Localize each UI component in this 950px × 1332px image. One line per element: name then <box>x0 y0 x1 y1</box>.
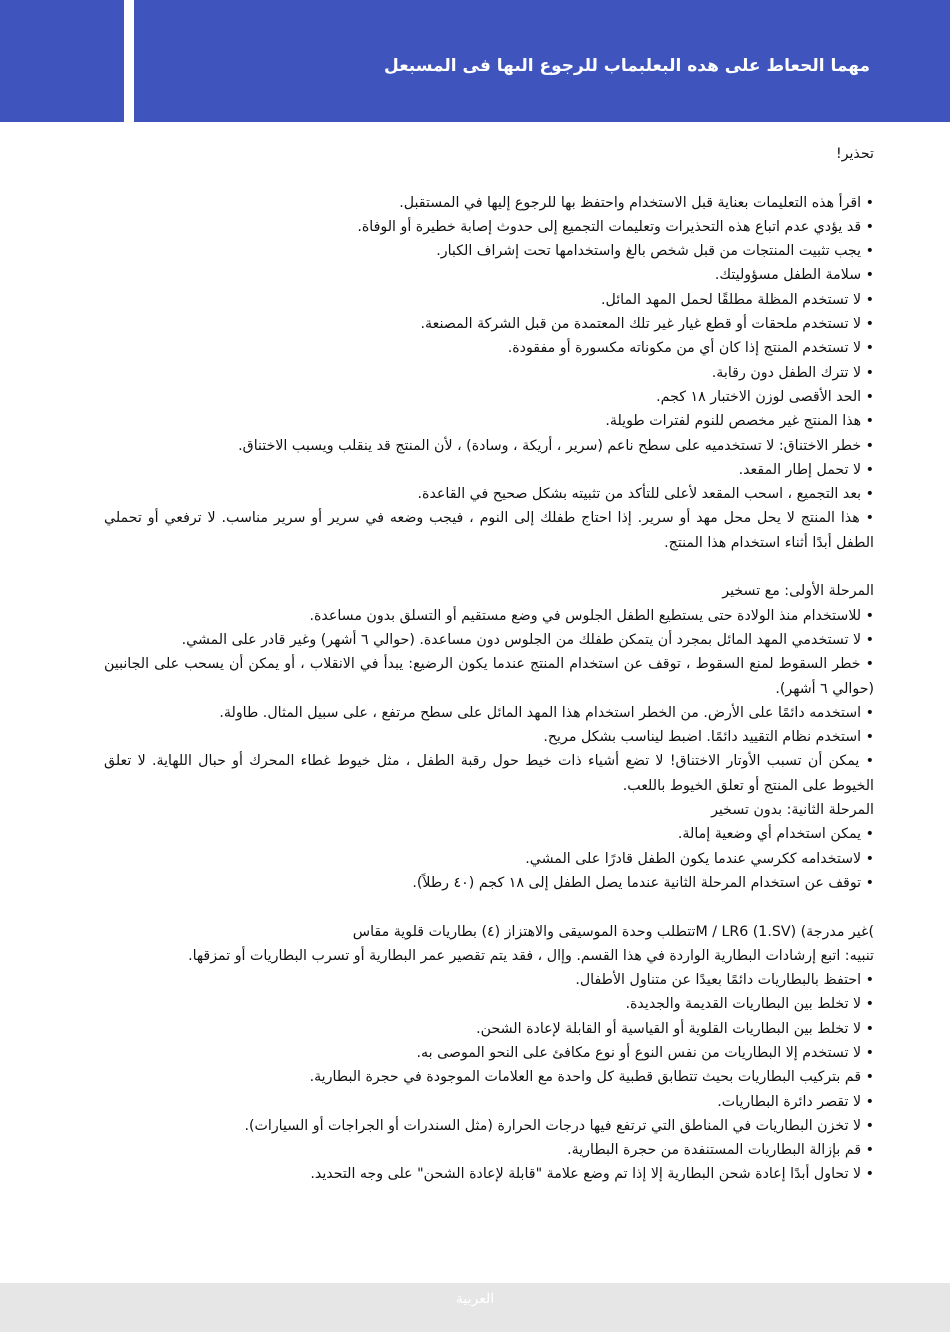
list-item: • خطر الاختناق: لا تستخدميه على سطح ناعم (سرير ، أريكة ، وسادة) ، لأن المنتج قد ينقلب ويسبب الاختناق. <box>238 437 874 454</box>
warning-list <box>104 191 874 555</box>
list-item: • استخدم نظام التقييد دائمًا. اضبط ليناسب بشكل مريح. <box>543 729 874 746</box>
list-item: • لا تستخدم المنتج إذا كان أي من مكوناته مكسورة أو مفقودة. <box>507 340 874 357</box>
list-item: • لا تستخدم ملحقات أو قطع غيار غير تلك المعتمدة من قبل الشركة المصنعة. <box>420 316 874 333</box>
footer-language-label: العربية <box>455 1291 495 1307</box>
list-item: • لا تخزن البطاريات في المناطق التي ترتفع فيها درجات الحرارة (مثل السندرات أو الجراجات أو السيارات). <box>244 1117 874 1134</box>
list-item: • لا تخلط بين البطاريات القلوية أو القياسية أو القابلة لإعادة الشحن. <box>476 1020 874 1037</box>
list-item: • يمكن أن تسبب الأوتار الاختناق! لا تضع أشياء ذات خيط حول رقبة الطفل ، مثل خيوط غطاء المحرك أو حبال اللهاية. لا تعلق الخيوط على المنتج أو تعلق الخيوط باللعب. <box>104 753 874 794</box>
stage1-list <box>104 604 874 798</box>
spacer <box>104 895 874 919</box>
stage2-list <box>104 822 874 895</box>
stage2-title: المرحلة الثانية: بدون تسخير <box>711 802 874 819</box>
list-item: • لا تترك الطفل دون رقابة. <box>711 364 874 381</box>
list-item: • لا تستخدمي المهد المائل بمجرد أن يتمكن طفلك من الجلوس دون مساعدة. (حوالي ٦ أشهر) وغير قادر على المشي. <box>181 631 874 648</box>
footer-bar <box>0 1283 950 1332</box>
list-item: • لا تستخدم إلا البطاريات من نفس النوع أو نوع مكافئ على النحو الموصى به. <box>416 1044 874 1061</box>
battery-notice: تنبيه: اتبع إرشادات البطارية الواردة في هذا القسم. وإال ، فقد يتم تقصير عمر البطارية أو تسرب البطاريات أو تمزقها. <box>188 947 874 964</box>
battery-intro: )غير مدرجة) (M / LR6 (1.SVتتطلب وحدة الموسيقى والاهتزاز (٤) بطاريات قلوية مقاس <box>352 923 874 940</box>
spacer <box>104 166 874 190</box>
list-item: • استخدمه دائمًا على الأرض. من الخطر استخدام هذا المهد المائل على سطح مرتفع ، على سبيل المثال. طاولة. <box>219 704 874 721</box>
list-item: • قم بتركيب البطاريات بحيث تتطابق قطبية كل واحدة مع العلامات الموجودة في حجرة البطارية. <box>309 1069 874 1086</box>
list-item: • احتفظ بالبطاريات دائمًا بعيدًا عن متناول الأطفال. <box>575 972 874 989</box>
list-item: • قد يؤدي عدم اتباع هذه التحذيرات وتعليمات التجميع إلى حدوث إصابة خطيرة أو الوفاة. <box>357 218 874 235</box>
list-item: • يجب تثبيت المنتجات من قبل شخص بالغ واستخدامها تحت إشراف الكبار. <box>436 243 874 260</box>
list-item: • للاستخدام منذ الولادة حتى يستطيع الطفل الجلوس في وضع مستقيم أو التسلق بدون مساعدة. <box>309 607 874 624</box>
list-item: • يمكن استخدام أي وضعية إمالة. <box>677 826 874 843</box>
spacer <box>104 555 874 579</box>
list-item: • لا تحاول أبدًا إعادة شحن البطارية إلا إذا تم وضع علامة "قابلة لإعادة الشحن" على وجه التحديد. <box>310 1166 874 1183</box>
list-item: • قم بإزالة البطاريات المستنفدة من حجرة البطارية. <box>567 1142 874 1159</box>
list-item: • الحد الأقصى لوزن الاختبار ١٨ كجم. <box>656 388 874 405</box>
list-item: • لاستخدامه ككرسي عندما يكون الطفل قادرًا على المشي. <box>525 850 874 867</box>
list-item: • لا تحمل إطار المقعد. <box>738 461 874 478</box>
document-body <box>104 142 874 1187</box>
header-accent-block <box>0 0 124 122</box>
list-item: • سلامة الطفل مسؤوليتك. <box>714 267 874 284</box>
list-item: • خطر السقوط لمنع السقوط ، توقف عن استخدام المنتج عندما يكون الرضيع: يبدأ في الانقلاب ، أو يمكن أن يسحب على الجانبين (حوالي ٦ أشهر). <box>104 656 874 697</box>
stage1-title: المرحلة الأولى: مع تسخير <box>722 583 874 600</box>
list-item: • لا تقصر دائرة البطاريات. <box>717 1093 874 1110</box>
list-item: • هذا المنتج لا يحل محل مهد أو سرير. إذا احتاج طفلك إلى النوم ، فيجب وضعه في سرير أو سرير مناسب. لا ترفعي أو تحملي الطفل أبدًا أثناء استخدام هذا المنتج. <box>104 510 874 551</box>
list-item: • توقف عن استخدام المرحلة الثانية عندما يصل الطفل إلى ١٨ كجم (٤٠ رطلاً). <box>412 874 874 891</box>
header-banner <box>134 0 950 122</box>
battery-list <box>104 968 874 1187</box>
list-item: • اقرأ هذه التعليمات بعناية قبل الاستخدام واحتفظ بها للرجوع إليها في المستقبل. <box>399 194 874 211</box>
list-item: • لا تخلط بين البطاريات القديمة والجديدة. <box>625 996 874 1013</box>
list-item: • لا تستخدم المظلة مطلقًا لحمل المهد المائل. <box>600 291 874 308</box>
warning-title: تحذير! <box>835 146 874 162</box>
list-item: • هذا المنتج غير مخصص للنوم لفترات طويلة. <box>605 413 874 430</box>
header-title: مهما الحعاط على هده البعلبماب للرجوع الىها فى المسبعل <box>384 56 870 76</box>
list-item: • بعد التجميع ، اسحب المقعد لأعلى للتأكد من تثبيته بشكل صحيح في القاعدة. <box>417 486 874 503</box>
